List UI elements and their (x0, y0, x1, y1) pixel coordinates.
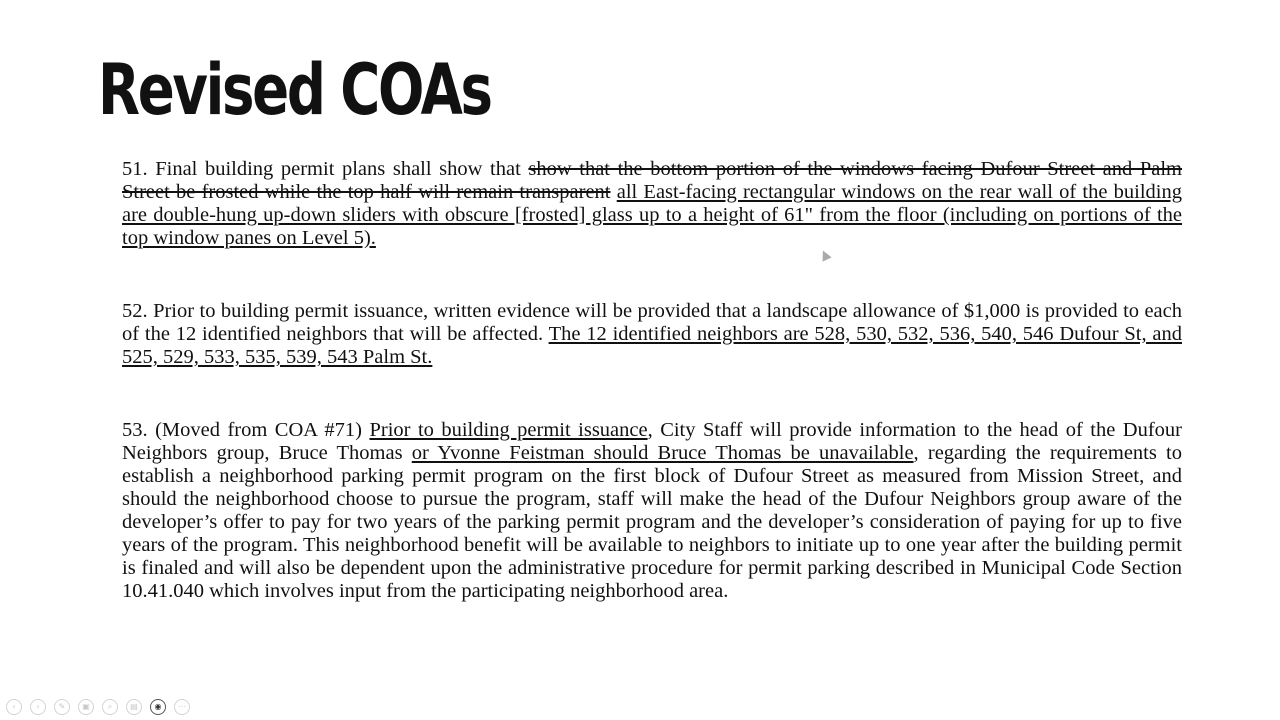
coa-52-text: 52. Prior to building permit issuance, written evidence will be provided that a landscape allowance of $1,000 is provided to each of the 12 identified neighbors that will be affected. (122, 300, 1182, 345)
coa-51-inserted-text: all East-facing rectangular windows on the rear wall of the building are double-hung up-down sliders with obscure [frosted] glass up to a height of 61" from the floor (including on portions of the top window panes on Level 5). (122, 181, 1183, 249)
coa-53-rest-text: , regarding the requirements to establish a neighborhood parking permit program on the first block of Dufour Street as measured from Mission Street, and should the neighborhood choose to pursue the program, staff will make the head of the Dufour Neighbors group aware of the developer’s offer to pay for two years of the parking permit program and the developer’s consideration of paying for up to five years of the program. This neighborhood benefit will be available to neighbors to initiate up to one year after the building permit is finaled and will also be dependent upon the administrative procedure for permit parking described in Municipal Code Section 10.41.040 which involves input from the participating neighborhood area. (122, 442, 1182, 602)
coa-53-middle-text: , City Staff will provide information to the head of the Dufour Neighbors group, Bruce Thomas (122, 419, 1182, 464)
zoom-button[interactable]: ⌕ (102, 699, 118, 715)
coa-51-deleted-text: show that the bottom portion of the windows facing Dufour Street and Palm Street be frosted while the top half will remain transparent (122, 158, 1182, 203)
mouse-cursor-icon (818, 248, 831, 261)
coa-52-inserted-text: The 12 identified neighbors are 528, 530, 532, 536, 540, 546 Dufour St, and 525, 529, 533, 535, 539, 543 Palm St. (122, 323, 1182, 368)
coa-51-paragraph (122, 158, 1182, 250)
camera-toggle-button[interactable]: ◉ (150, 699, 166, 715)
pen-tool-button[interactable]: ✎ (54, 699, 70, 715)
previous-slide-button[interactable]: ‹ (6, 699, 22, 715)
more-options-button[interactable]: ⋯ (174, 699, 190, 715)
slideshow-toolbar (6, 699, 190, 715)
see-all-slides-button[interactable]: ▣ (78, 699, 94, 715)
coa-53-inserted-text-1: Prior to building permit issuance (369, 419, 648, 441)
coa-53-paragraph (122, 419, 1182, 603)
coa-52-paragraph (122, 300, 1182, 369)
slide-title: Revised COAs (98, 49, 491, 131)
coa-53-intro: 53. (Moved from COA #71) (122, 419, 370, 441)
next-slide-button[interactable]: › (30, 699, 46, 715)
subtitles-button[interactable]: ▤ (126, 699, 142, 715)
coa-51-intro: 51. Final building permit plans shall show that (122, 158, 529, 180)
coa-53-inserted-text-2: or Yvonne Feistman should Bruce Thomas be unavailable (411, 442, 914, 464)
